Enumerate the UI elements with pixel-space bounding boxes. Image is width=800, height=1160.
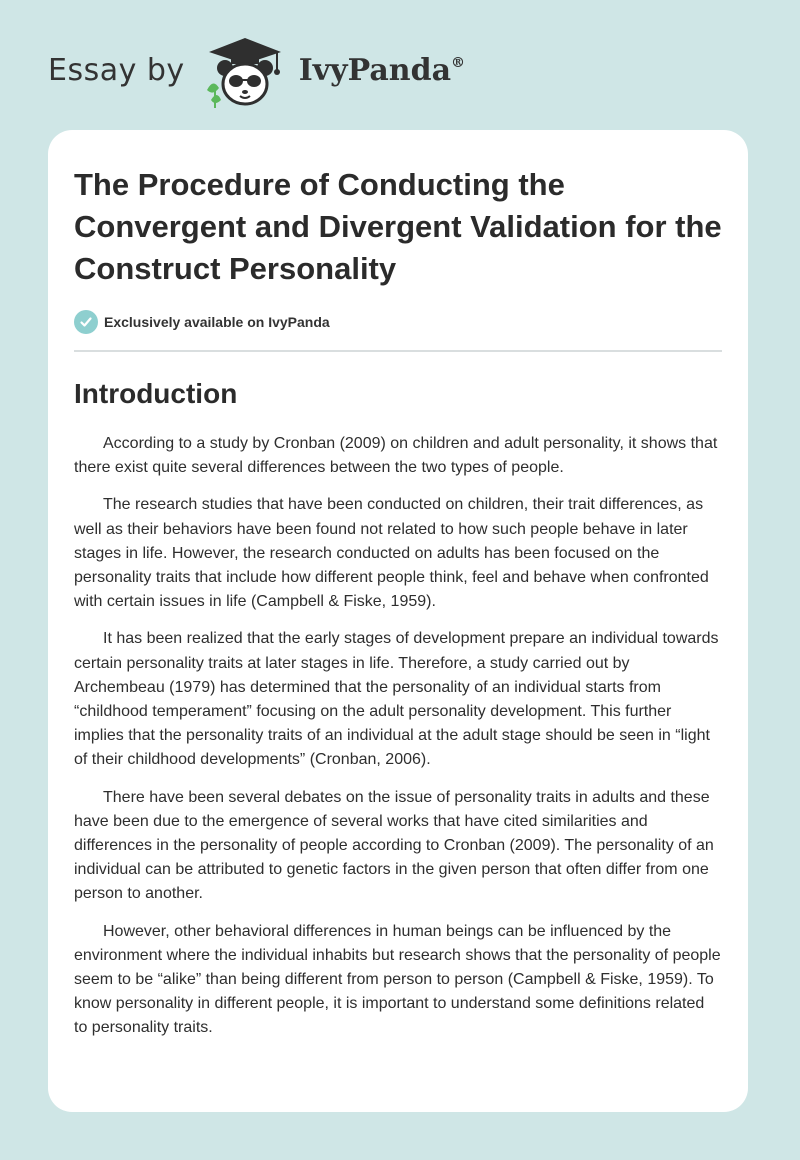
article-card xyxy=(48,130,748,1112)
registered-mark: ® xyxy=(451,54,466,71)
brand-label: IvyPanda xyxy=(298,52,452,88)
paragraph: There have been several debates on the issue of personality traits in adults and these have been due to the emergence of several works that have cited similarities and differences in the personality of people according to Cronban (2009). The personality of an individual can be attributed to genetic factors in the given person that often differ from one person to another. xyxy=(74,788,714,903)
exclusive-badge xyxy=(74,310,722,334)
paragraph: It has been realized that the early stages of development prepare an individual towards certain personality traits at later stages in life. Therefore, a study carried out by Archembeau (1979) has determined that the personality of an individual starts from “childhood temperament” focusing on the adult personality development. This further implies that the personality traits of an individual at the adult stage should be seen in “light of their childhood developments” (Cronban, 2006). xyxy=(74,630,719,769)
brand-name xyxy=(299,53,465,88)
exclusive-badge-label: Exclusively available on IvyPanda xyxy=(104,314,330,330)
paragraph: The research studies that have been conducted on children, their trait differences, as well as their behaviors have been found not related to how such people behave in later stages in life. However, the research conducted on adults has been focused on the personality traits that include how different people think, feel and behave when confronted with certain issues in life (Campbell & Fiske, 1959). xyxy=(74,496,709,611)
site-header xyxy=(48,30,465,110)
panda-graduate-icon xyxy=(199,30,291,110)
article-body xyxy=(74,432,722,1041)
paragraph: According to a study by Cronban (2009) on children and adult personality, it shows that there exist quite several differences between the two types of people. xyxy=(74,435,718,477)
article-title: The Procedure of Conducting the Convergent and Divergent Validation for the Construct Personality xyxy=(74,167,722,286)
section-heading: Introduction xyxy=(74,378,238,409)
essay-by-label: Essay by xyxy=(48,52,185,88)
paragraph: However, other behavioral differences in human beings can be influenced by the environment where the individual inhabits but research shows that the personality of people seem to be “alike” than being different from person to person (Campbell & Fiske, 1959). To know personality in different people, it is important to understand some definitions related to personality traits. xyxy=(74,922,721,1037)
divider xyxy=(74,350,722,352)
check-circle-icon xyxy=(74,310,98,334)
